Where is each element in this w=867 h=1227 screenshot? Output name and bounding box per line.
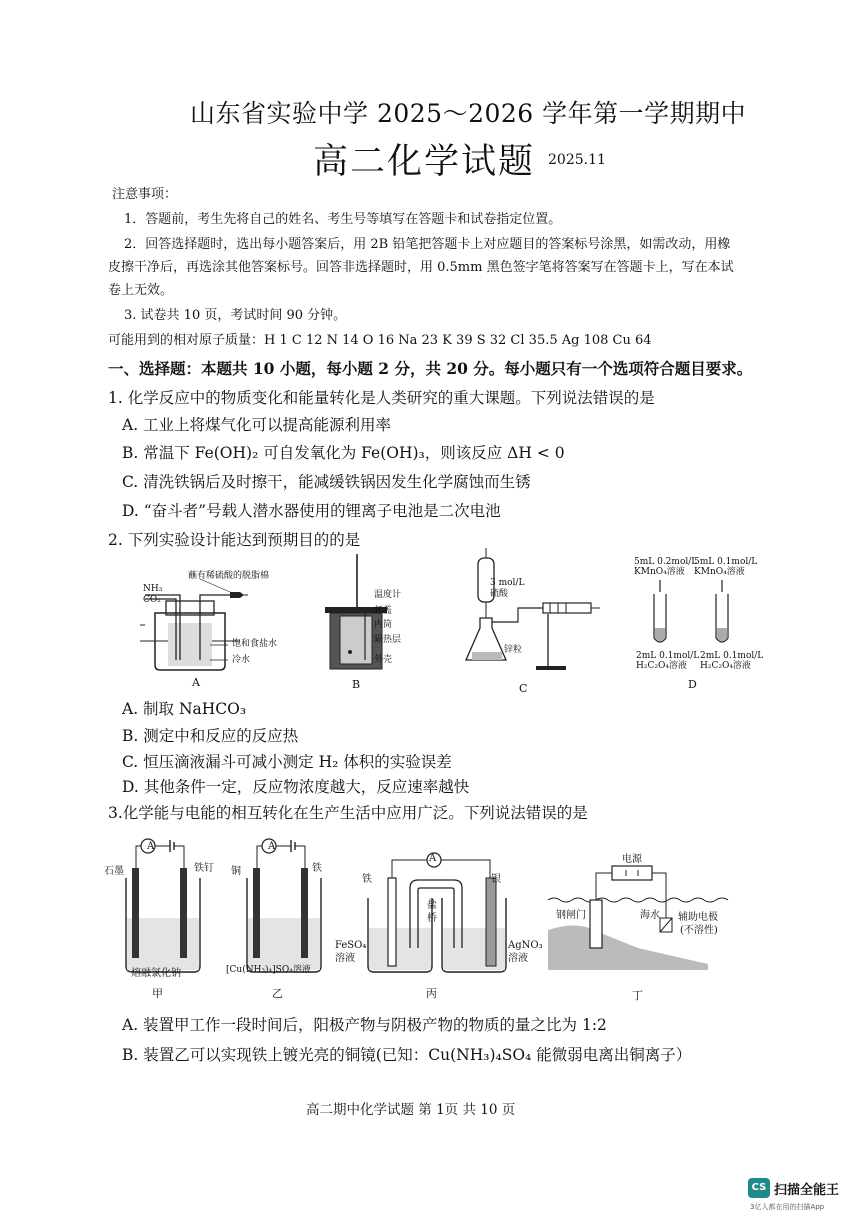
fig-b-label: B [352, 678, 361, 691]
fig-b-label-5: 外壳 [374, 655, 393, 665]
fig-bing-sol2a: AgNO₃ [508, 940, 543, 951]
fig-yi-bottom: [Cu(NH₃)₄]SO₄溶液 [226, 965, 311, 975]
exam-date: 2025.11 [548, 152, 606, 168]
note-item: 卷上无效。 [108, 283, 174, 298]
question-2-stem: 2. 下列实验设计能达到预期目的的是 [108, 531, 361, 549]
fig-b-label-3: 内筒 [374, 620, 393, 630]
fig-a-gas2: CO₂ [143, 595, 161, 605]
section-heading: 一、选择题：本题共 10 小题，每小题 2 分，共 20 分。每小题只有一个选项符合题目要求。 [108, 359, 753, 378]
q2-option-a: A. 制取 NaHCO₃ [122, 700, 247, 718]
fig-jia-right: 铁钉 [194, 863, 214, 874]
q1-option-a: A. 工业上将煤气化可以提高能源利用率 [122, 416, 392, 434]
fig-ding-aux2: (不溶性) [680, 925, 718, 936]
q3-option-b: B. 装置乙可以实现铁上镀光亮的铜镜(已知：Cu(NH₃)₄SO₄ 能微弱电离出铜离子） [122, 1046, 692, 1064]
fig-a-top-label: 蘸有稀硫酸的脱脂棉 [188, 571, 270, 581]
apparatus-a-figure [140, 565, 300, 685]
watermark-name: 扫描全能王 [774, 1183, 840, 1198]
fig-c-zn: 锌粒 [504, 645, 523, 655]
question-1-stem: 1. 化学反应中的物质变化和能量转化是人类研究的重大课题。下列说法错误的是 [108, 389, 655, 407]
fig-jia-bottom: 熔融氯化钠 [131, 968, 181, 979]
exam-title: 高二化学试题 [313, 142, 536, 182]
fig-a-right2: 冷水 [232, 655, 251, 665]
fig-jia-label: 甲 [152, 987, 163, 1000]
note-item: 3. 试卷共 10 页，考试时间 90 分钟。 [124, 308, 347, 323]
school-title: 山东省实验中学 2025～2026 学年第一学期期中 [190, 99, 747, 128]
note-item: 皮擦干净后，再选涂其他答案标号。回答非选择题时，用 0.5mm 黑色签字笔将答案写在答题卡上，写在本试 [108, 260, 734, 275]
q1-option-d: D. “奋斗者”号载人潜水器使用的锂离子电池是二次电池 [122, 502, 501, 520]
fig-a-right1: 饱和食盐水 [232, 639, 278, 649]
atomic-masses: 可能用到的相对原子质量：H 1 C 12 N 14 O 16 Na 23 K 39 S 32 Cl 35.5 Ag 108 Cu 64 [108, 333, 652, 348]
fig-bing-right: 银 [491, 874, 501, 885]
q1-option-b: B. 常温下 Fe(OH)₂ 可自发氧化为 Fe(OH)₃，则该反应 ΔH < 0 [122, 444, 565, 462]
fig-yi-left: 铜 [231, 866, 241, 877]
question-3-stem: 3.化学能与电能的相互转化在生产生活中应用广泛。下列说法错误的是 [108, 804, 588, 822]
fig-a-gas1: NH₃ [143, 584, 163, 594]
fig-ding-aux1: 辅助电极 [678, 912, 718, 923]
fig-ding-gate: 钢闸门 [556, 910, 586, 921]
fig-yi-meter: A [268, 841, 276, 852]
fig-d-top1b: KMnO₄溶液 [634, 567, 685, 577]
fig-a-label: A [192, 676, 200, 689]
electrolysis-cell-jia-figure [122, 838, 212, 978]
fig-d-top1a: 5mL 0.2mol/L [634, 557, 698, 567]
note-item: 2．回答选择题时，选出每小题答案后，用 2B 铅笔把答题卡上对应题目的答案标号涂黑，如需改动，用橡 [124, 237, 731, 252]
fig-bing-bridge2: 桥 [427, 913, 437, 924]
fig-b-label-2: 杯盖 [374, 606, 393, 616]
fig-b-label-1: 温度计 [374, 590, 402, 600]
page-footer: 高二期中化学试题 第 1页 共 10 页 [306, 1102, 516, 1118]
fig-bing-label: 丙 [426, 987, 437, 1000]
q2-option-d: D. 其他条件一定，反应物浓度越大，反应速率越快 [122, 778, 470, 796]
fig-d-bottom2a: 2mL 0.1mol/L [700, 651, 764, 661]
galvanic-cell-bing-figure [362, 848, 522, 978]
test-tubes-d-figure [650, 580, 740, 650]
note-item: 1．答题前，考生先将自己的姓名、考生号等填写在答题卡和试卷指定位置。 [124, 212, 562, 227]
watermark-tagline: 3亿人都在用的扫描App [750, 1203, 825, 1211]
fig-c-acid2: 硫酸 [490, 589, 509, 599]
q2-option-b: B. 测定中和反应的反应热 [122, 727, 299, 745]
fig-bing-sol2b: 溶液 [508, 953, 528, 964]
gas-volume-c-figure [468, 548, 608, 678]
fig-bing-left: 铁 [362, 874, 372, 885]
fig-d-label: D [688, 678, 697, 691]
scanner-watermark [748, 1178, 856, 1218]
camscanner-icon: CS [748, 1178, 770, 1198]
q1-option-c: C. 清洗铁锅后及时擦干，能减缓铁锅因发生化学腐蚀而生锈 [122, 473, 531, 491]
fig-c-acid1: 3 mol/L [490, 578, 525, 588]
fig-bing-bridge1: 盐 [427, 900, 437, 911]
fig-c-label: C [519, 682, 528, 695]
fig-yi-label: 乙 [272, 987, 283, 1000]
fig-d-top2a: 5mL 0.1mol/L [694, 557, 758, 567]
fig-bing-meter: A [429, 853, 437, 864]
fig-jia-meter: A [147, 841, 155, 852]
fig-jia-left: 石墨 [104, 866, 124, 877]
fig-ding-label: 丁 [632, 989, 643, 1002]
fig-ding-sea: 海水 [640, 910, 660, 921]
fig-d-bottom2b: H₂C₂O₄溶液 [700, 661, 751, 671]
fig-bing-sol1a: FeSO₄ [335, 940, 367, 951]
q3-option-a: A. 装置甲工作一段时间后，阳极产物与阴极产物的物质的量之比为 1:2 [122, 1016, 607, 1034]
fig-d-top2b: KMnO₄溶液 [694, 567, 745, 577]
fig-b-label-4: 隔热层 [374, 635, 402, 645]
fig-d-bottom1a: 2mL 0.1mol/L [636, 651, 700, 661]
fig-yi-right: 铁 [312, 863, 322, 874]
fig-ding-power: 电源 [622, 854, 642, 865]
electroplating-cell-yi-figure [243, 838, 333, 978]
q2-option-c: C. 恒压滴液漏斗可减小测定 H₂ 体积的实验误差 [122, 753, 452, 771]
fig-bing-sol1b: 溶液 [335, 953, 355, 964]
notes-heading: 注意事项： [112, 187, 178, 202]
fig-d-bottom1b: H₂C₂O₄溶液 [636, 661, 687, 671]
